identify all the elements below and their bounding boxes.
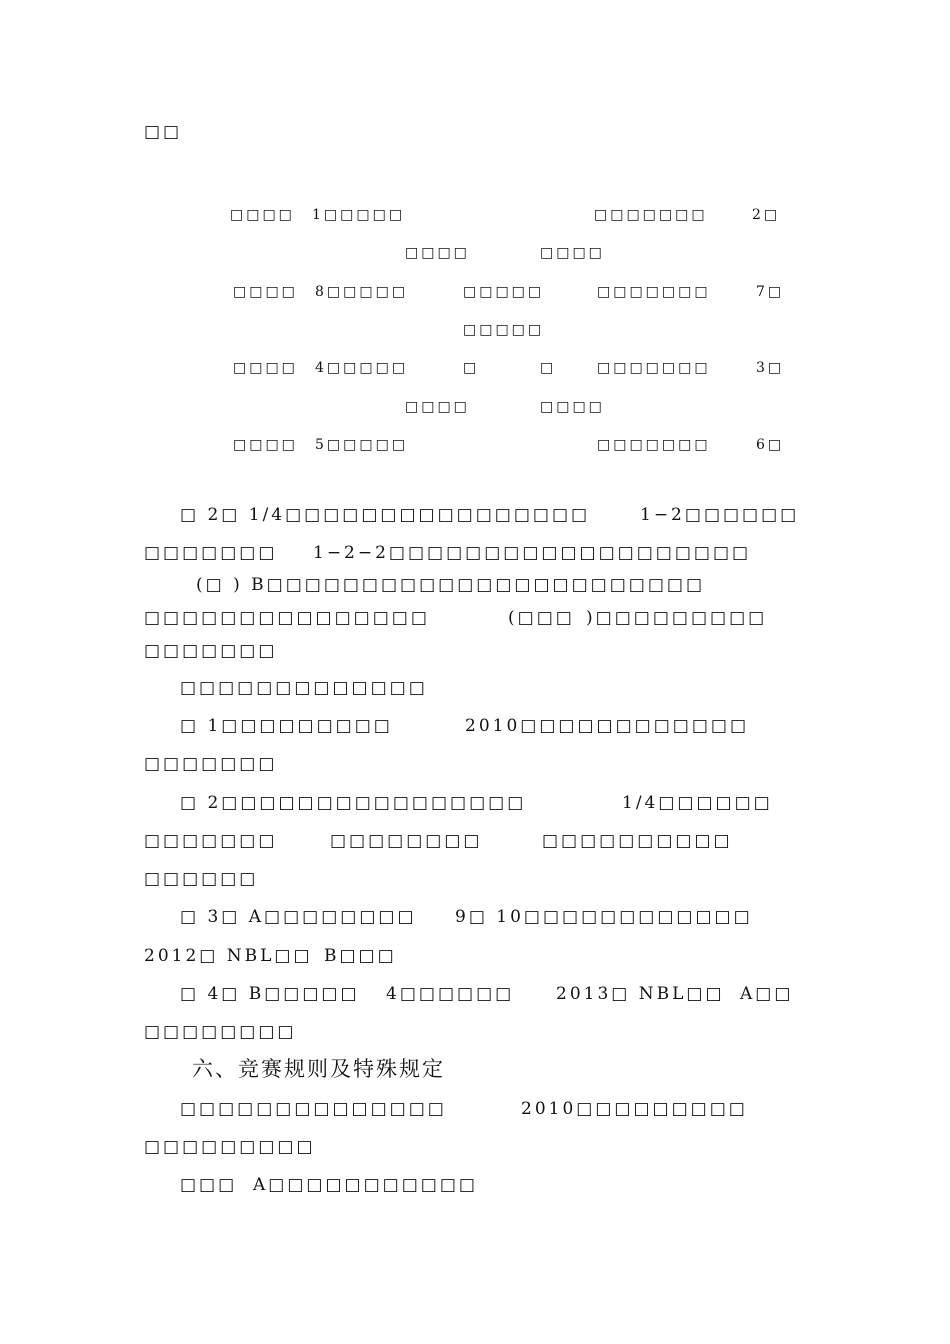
tail-para2-line1-a: □□□ (180, 1175, 238, 1195)
para6-line1-b: 9□ 10□□□□□□□□□□□□ (455, 907, 753, 927)
bracket-row3-right-seed: 3□ (756, 360, 785, 376)
tail-para1-line1-b: 2010□□□□□□□□□ (521, 1099, 748, 1119)
bracket-row2-left-label: □□□□ (233, 284, 298, 300)
bracket-row4-left-label: □□□□ (233, 437, 298, 453)
bracket-row3-mid-a: □ (463, 360, 480, 376)
bracket-row3-right-label: □□□□□□□ (597, 360, 711, 376)
bracket-row3-left-seed: 4□□□□□ (315, 360, 409, 376)
bracket-row3-left-label: □□□□ (233, 360, 298, 376)
para2-line1: (□ ) B□□□□□□□□□□□□□□□□□□□□□□□ (196, 575, 706, 595)
para5-line2-a: □□□□□□□ (144, 831, 278, 851)
bracket-center2: □□□□□ (463, 322, 545, 338)
para6-line1-a: □ 3□ A□□□□□□□□ (180, 907, 417, 927)
tail-para2-line1-b: A□□□□□□□□□□□ (253, 1175, 478, 1195)
para5-line1-b: 1/4□□□□□□ (622, 793, 773, 813)
bracket-pair1-left: □□□□ (405, 245, 470, 261)
bracket-pair2-left: □□□□ (405, 399, 470, 415)
bracket-row1-left-label: □□□□ (230, 207, 295, 223)
para5-line1-a: □ 2□□□□□□□□□□□□□□□□ (180, 793, 527, 813)
para7-line1-d: A□□ (740, 984, 794, 1004)
para4-line2: □□□□□□□ (144, 754, 278, 774)
section-heading-rules: 六、竞赛规则及特殊规定 (192, 1057, 445, 1081)
bracket-row2-left-seed: 8□□□□□ (315, 284, 409, 300)
para6-line2-a: 2012□ NBL□□ (144, 946, 313, 966)
para7-line1-b: 4□□□□□□ (386, 984, 515, 1004)
para6-line2-b: B□□□ (324, 946, 397, 966)
bracket-row4-left-seed: 5□□□□□ (315, 437, 409, 453)
para7-line1-a: □ 4□ B□□□□□ (180, 984, 360, 1004)
bracket-row2-right-label: □□□□□□□ (597, 284, 711, 300)
bracket-row3-mid-b: □ (540, 360, 557, 376)
bracket-row1-left-seed: 1□□□□□ (312, 207, 406, 223)
para5-line3: □□□□□□ (144, 869, 259, 889)
continued-text-fragment: □□ (144, 122, 183, 142)
para1-line1-b: 1−2□□□□□□ (640, 505, 800, 525)
para7-line1-c: 2013□ NBL□□ (556, 984, 725, 1004)
bracket-row2-center: □□□□□ (463, 284, 545, 300)
bracket-row4-right-seed: 6□ (756, 437, 785, 453)
para2-line2-b: (□□□ (508, 608, 575, 628)
para2-line2-c: )□□□□□□□□□ (586, 608, 768, 628)
para7-line2: □□□□□□□□ (144, 1022, 297, 1042)
para4-line1-b: 2010□□□□□□□□□□□□ (465, 716, 750, 736)
bracket-row1-right-seed: 2□ (752, 207, 781, 223)
bracket-row4-right-label: □□□□□□□ (597, 437, 711, 453)
bracket-pair1-right: □□□□ (540, 245, 605, 261)
tail-para1-line1-a: □□□□□□□□□□□□□□ (180, 1099, 447, 1119)
para1-line2-a: □□□□□□□ (144, 543, 278, 563)
para2-line2-a: □□□□□□□□□□□□□□□ (144, 608, 430, 628)
para5-line2-c: □□□□□□□□□□ (542, 831, 733, 851)
bracket-pair2-right: □□□□ (540, 399, 605, 415)
para1-line1-a: □ 2□ 1/4□□□□□□□□□□□□□□□□ (180, 505, 591, 525)
bracket-row1-right-label: □□□□□□□ (594, 207, 708, 223)
para3-line1: □□□□□□□□□□□□□ (180, 678, 428, 698)
bracket-row2-right-seed: 7□ (756, 284, 785, 300)
para4-line1-a: □ 1□□□□□□□□□ (180, 716, 393, 736)
para2-line3: □□□□□□□ (144, 641, 278, 661)
para5-line2-b: □□□□□□□□ (330, 831, 483, 851)
tail-para1-line2: □□□□□□□□□ (144, 1137, 316, 1157)
para1-line2-b: 1−2−2□□□□□□□□□□□□□□□□□□□ (313, 543, 752, 563)
